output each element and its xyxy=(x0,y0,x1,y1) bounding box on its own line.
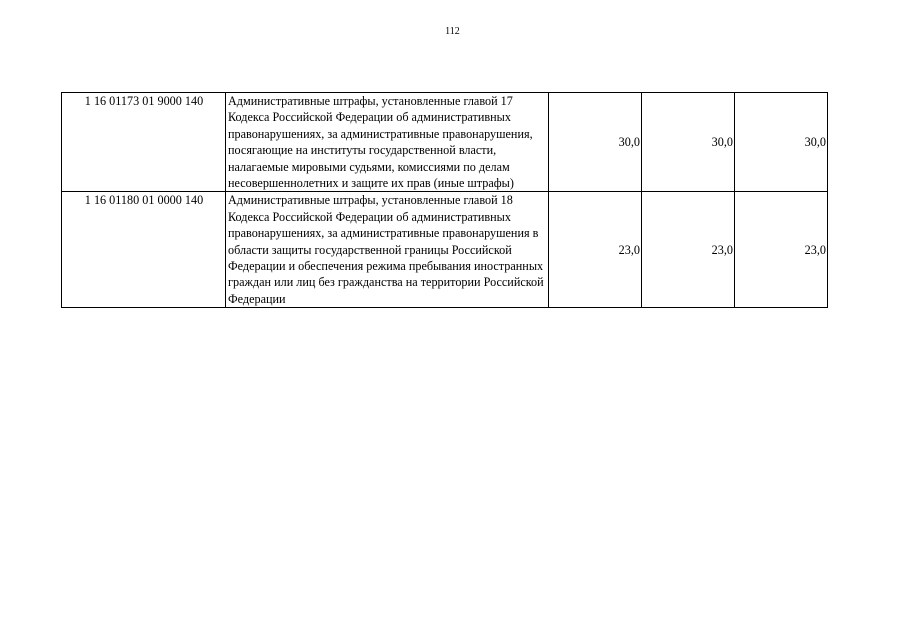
value-cell-year-2: 23,0 xyxy=(642,192,735,308)
table-row xyxy=(62,192,828,308)
budget-code-cell: 1 16 01180 01 0000 140 xyxy=(62,192,226,308)
value-cell-year-3: 30,0 xyxy=(735,93,828,192)
revenue-name-cell: Административные штрафы, установленные главой 18 Кодекса Российской Федерации об административных правонарушениях, за административные правонарушения в области защиты государственной границы Российской Федерации и обеспечения режима пребывания иностранных граждан или лиц без гражданства на территории Российской Федерации xyxy=(226,192,549,308)
value-cell-year-3: 23,0 xyxy=(735,192,828,308)
budget-revenue-table xyxy=(61,92,828,308)
value-cell-year-1: 23,0 xyxy=(549,192,642,308)
page-number: 112 xyxy=(445,26,460,37)
value-cell-year-2: 30,0 xyxy=(642,93,735,192)
table-row xyxy=(62,93,828,192)
budget-code-cell: 1 16 01173 01 9000 140 xyxy=(62,93,226,192)
value-cell-year-1: 30,0 xyxy=(549,93,642,192)
revenue-name-cell: Административные штрафы, установленные главой 17 Кодекса Российской Федерации об административных правонарушениях, за административные правонарушения, посягающие на институты государственной власти, налагаемые мировыми судьями, комиссиями по делам несовершеннолетних и защите их прав (иные штрафы) xyxy=(226,93,549,192)
